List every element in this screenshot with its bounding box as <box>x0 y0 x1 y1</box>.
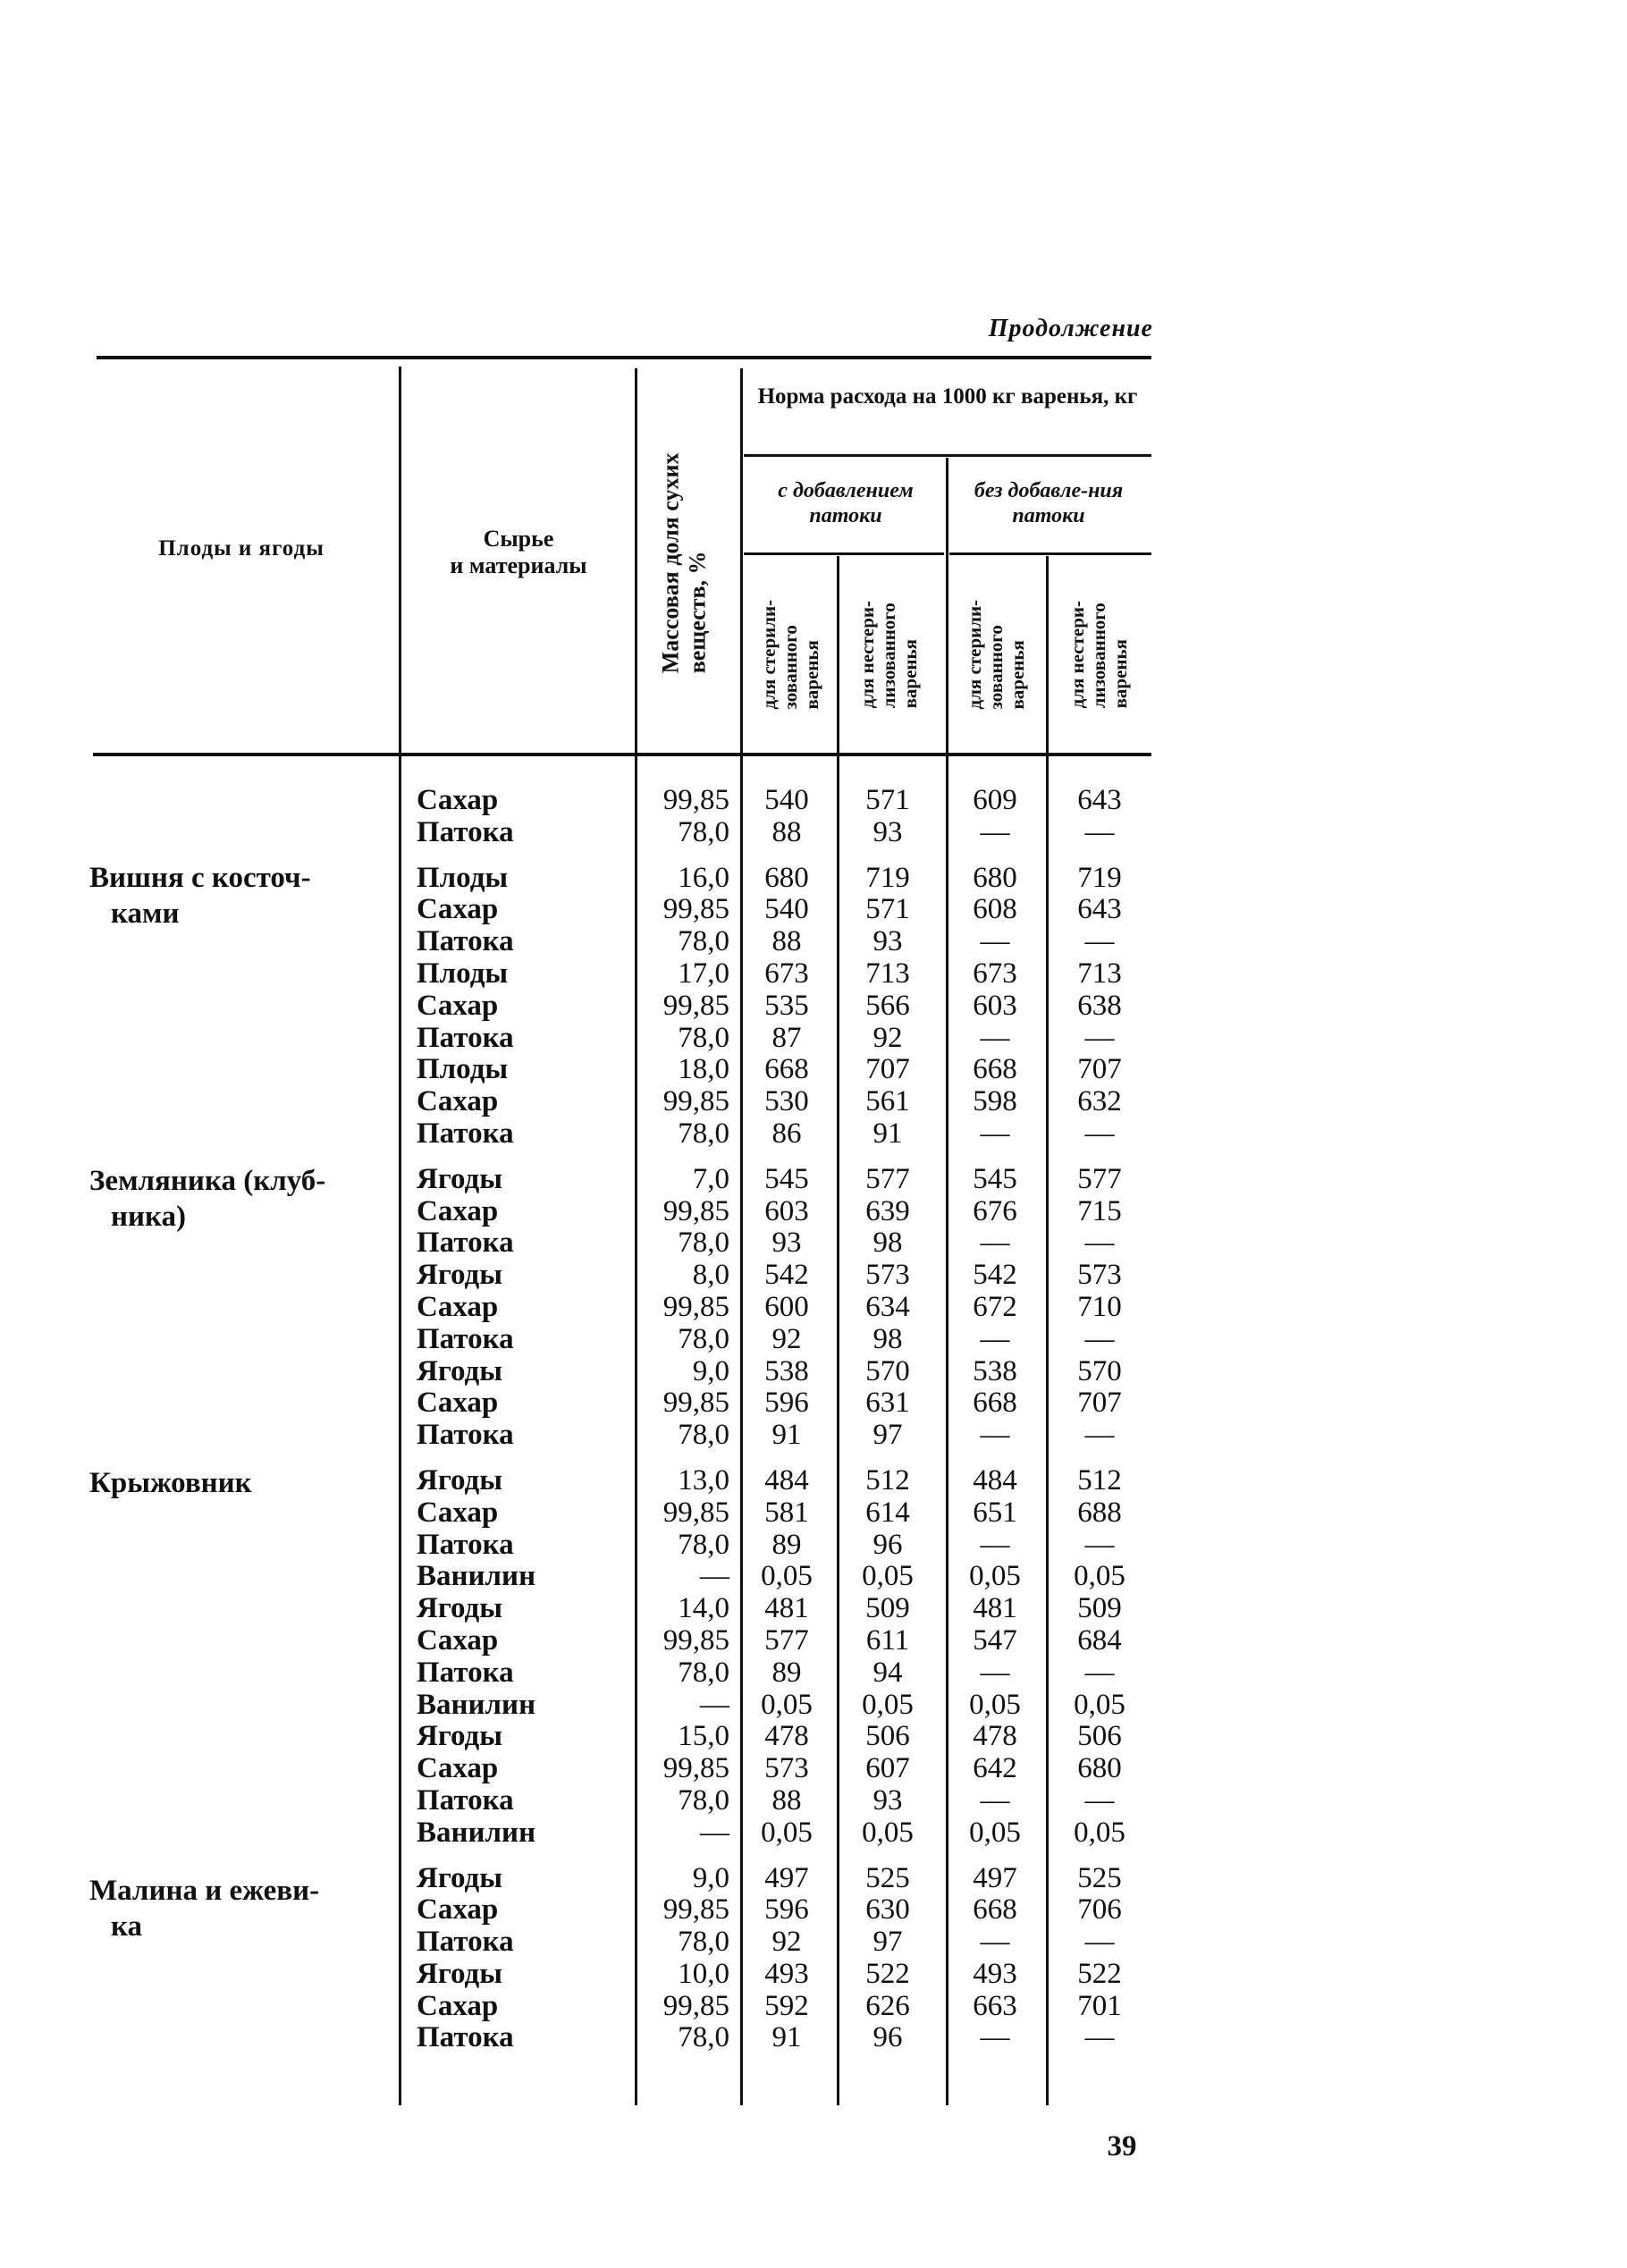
table-row <box>0 785 1627 817</box>
table-row <box>0 1118 1627 1151</box>
cell-dry: 99,85 <box>662 784 729 816</box>
cell-name: Плоды <box>417 861 509 894</box>
cell-n3: 0,05 <box>969 1816 1021 1849</box>
cell-n1: 92 <box>771 1926 802 1959</box>
table-row <box>0 863 1627 895</box>
cell-n3: 0,05 <box>969 1688 1021 1721</box>
cell-name: Патока <box>417 1117 514 1150</box>
cell-n3: 673 <box>973 957 1017 990</box>
header-dry-line1: Массовая доля сухих <box>657 452 684 674</box>
cell-dry: 13,0 <box>678 1463 729 1497</box>
cell-n4: — <box>1084 1528 1115 1561</box>
cell-name: Ягоды <box>417 1720 503 1753</box>
cell-n4: 570 <box>1077 1354 1122 1387</box>
cell-dry: 99,85 <box>662 1752 729 1785</box>
cell-name: Патока <box>417 1656 514 1689</box>
cell-n4: — <box>1084 2021 1115 2054</box>
cell-n4: 713 <box>1077 957 1122 990</box>
table-row <box>0 1927 1627 1959</box>
header-sub-2: для нестери- лизованного варенья <box>856 601 922 709</box>
cell-n4: 707 <box>1077 1053 1122 1086</box>
cell-n3: — <box>980 815 1010 848</box>
cell-n2: 639 <box>865 1194 910 1227</box>
cell-dry: 78,0 <box>678 815 729 848</box>
cell-name: Патока <box>417 1227 514 1260</box>
cell-n3: — <box>980 2021 1010 2054</box>
cell-n4: — <box>1084 925 1115 958</box>
cell-n1: 91 <box>771 2021 802 2054</box>
cell-name: Сахар <box>417 1893 499 1927</box>
table-top-rule <box>97 356 1151 359</box>
cell-name: Патока <box>417 1783 514 1817</box>
cell-n2: 571 <box>865 893 910 926</box>
cell-n3: — <box>980 1322 1010 1355</box>
cell-n1: 91 <box>771 1419 802 1452</box>
cell-n3: — <box>980 1021 1010 1054</box>
header-dry-line2: веществ, % <box>684 551 711 674</box>
cell-dry: — <box>700 1816 729 1849</box>
cell-dry: 14,0 <box>678 1592 729 1625</box>
cell-dry: 78,0 <box>678 2021 729 2054</box>
cell-dry: 10,0 <box>678 1957 729 1990</box>
cell-n4: — <box>1084 1322 1115 1355</box>
cell-n2: 713 <box>865 957 910 990</box>
cell-n1: 86 <box>771 1117 802 1150</box>
cell-n1: 0,05 <box>761 1560 813 1593</box>
cell-name: Патока <box>417 925 514 958</box>
cell-n1: 89 <box>771 1528 802 1561</box>
cell-dry: 78,0 <box>678 1656 729 1689</box>
cell-dry: 78,0 <box>678 1227 729 1260</box>
cell-n2: 506 <box>865 1720 910 1753</box>
cell-n3: — <box>980 1528 1010 1561</box>
cell-n4: 710 <box>1077 1290 1122 1323</box>
cell-n2: 93 <box>873 925 903 958</box>
table-row <box>0 1324 1627 1356</box>
norm-header-rule <box>744 454 1151 457</box>
cell-n1: 89 <box>771 1656 802 1689</box>
cell-n4: 643 <box>1077 784 1122 816</box>
header-dry-matter <box>636 375 731 751</box>
cell-n2: 98 <box>873 1322 903 1355</box>
cell-n2: 626 <box>865 1989 910 2022</box>
cell-n1: 88 <box>771 925 802 958</box>
table-row <box>0 1196 1627 1228</box>
cell-dry: 99,85 <box>662 1496 729 1529</box>
table-row <box>0 1465 1627 1497</box>
cell-n4: 701 <box>1077 1989 1122 2022</box>
cell-n3: — <box>980 1419 1010 1452</box>
cell-n4: — <box>1084 1926 1115 1959</box>
cell-n4: 719 <box>1077 861 1122 894</box>
cell-n1: 581 <box>764 1496 809 1529</box>
cell-dry: — <box>700 1688 729 1721</box>
cell-name: Патока <box>417 1528 514 1561</box>
table-row <box>0 1991 1627 2023</box>
cell-name: Ягоды <box>417 1463 503 1497</box>
table-row <box>0 1690 1627 1722</box>
cell-name: Сахар <box>417 989 499 1022</box>
cell-dry: 99,85 <box>662 893 729 926</box>
cell-name: Ягоды <box>417 1259 503 1292</box>
cell-n1: 542 <box>764 1259 809 1292</box>
cell-n1: 577 <box>764 1623 809 1657</box>
cell-name: Плоды <box>417 957 509 990</box>
cell-n1: 592 <box>764 1989 809 2022</box>
header-consumption-norm: Норма расхода на 1000 кг варенья, кг <box>757 384 1138 409</box>
cell-n2: 631 <box>865 1387 910 1420</box>
cell-dry: 78,0 <box>678 1528 729 1561</box>
cell-n4: — <box>1084 1656 1115 1689</box>
table-row <box>0 1530 1627 1562</box>
cell-n1: 481 <box>764 1592 809 1625</box>
cell-name: Патока <box>417 1419 514 1452</box>
cell-n3: 481 <box>973 1592 1017 1625</box>
table-row <box>0 2022 1627 2054</box>
cell-n2: 614 <box>865 1496 910 1529</box>
cell-n3: 545 <box>973 1162 1017 1195</box>
cell-n1: 530 <box>764 1085 809 1118</box>
cell-n2: 91 <box>873 1117 903 1150</box>
cell-n2: 96 <box>873 2021 903 2054</box>
cell-n3: 668 <box>973 1053 1017 1086</box>
cell-dry: 99,85 <box>662 1893 729 1927</box>
cell-n1: 596 <box>764 1387 809 1420</box>
cell-dry: 78,0 <box>678 1926 729 1959</box>
table-row <box>0 1260 1627 1292</box>
cell-n3: — <box>980 1227 1010 1260</box>
cell-name: Ягоды <box>417 1354 503 1387</box>
cell-n1: 497 <box>764 1861 809 1894</box>
cell-n3: 609 <box>973 784 1017 816</box>
cell-dry: 78,0 <box>678 1322 729 1355</box>
cell-n2: 634 <box>865 1290 910 1323</box>
cell-n1: 0,05 <box>761 1816 813 1849</box>
cell-dry: 78,0 <box>678 1419 729 1452</box>
cell-n1: 92 <box>771 1322 802 1355</box>
cell-n3: 642 <box>973 1752 1017 1785</box>
cell-dry: 8,0 <box>692 1259 729 1292</box>
subgroup-header-rule-right <box>949 552 1151 555</box>
cell-n1: 673 <box>764 957 809 990</box>
cell-dry: 99,85 <box>662 1387 729 1420</box>
group-cherry: Вишня с косточ- ками <box>89 862 311 930</box>
cell-n2: 0,05 <box>862 1816 914 1849</box>
cell-n3: — <box>980 1656 1010 1689</box>
table-row <box>0 894 1627 926</box>
cell-n2: 630 <box>865 1893 910 1927</box>
cell-n4: 573 <box>1077 1259 1122 1292</box>
group-strawberry: Земляника (клуб- ника) <box>89 1165 326 1233</box>
cell-n1: 600 <box>764 1290 809 1323</box>
cell-n2: 570 <box>865 1354 910 1387</box>
cell-n2: 571 <box>865 784 910 816</box>
table-body <box>0 785 1627 2054</box>
cell-n4: — <box>1084 1227 1115 1260</box>
cell-n1: 596 <box>764 1893 809 1927</box>
cell-n4: — <box>1084 1021 1115 1054</box>
cell-n4: — <box>1084 1117 1115 1150</box>
cell-n3: 538 <box>973 1354 1017 1387</box>
cell-name: Патока <box>417 815 514 848</box>
cell-n2: 94 <box>873 1656 903 1689</box>
cell-n3: — <box>980 925 1010 958</box>
cell-n3: 608 <box>973 893 1017 926</box>
table-row <box>0 1817 1627 1850</box>
cell-n3: 672 <box>973 1290 1017 1323</box>
cell-n2: 719 <box>865 861 910 894</box>
table-row <box>0 1497 1627 1530</box>
cell-n4: 707 <box>1077 1387 1122 1420</box>
cell-n2: 92 <box>873 1021 903 1054</box>
cell-n3: 603 <box>973 989 1017 1022</box>
cell-n4: 684 <box>1077 1623 1122 1657</box>
cell-n1: 88 <box>771 815 802 848</box>
cell-n3: 478 <box>973 1720 1017 1753</box>
table-row <box>0 1023 1627 1055</box>
cell-name: Ягоды <box>417 1861 503 1894</box>
cell-n4: 506 <box>1077 1720 1122 1753</box>
cell-n4: 0,05 <box>1074 1560 1125 1593</box>
table-row <box>0 1356 1627 1388</box>
cell-n2: 0,05 <box>862 1560 914 1593</box>
cell-n2: 96 <box>873 1528 903 1561</box>
cell-n4: 512 <box>1077 1463 1122 1497</box>
table-row <box>0 817 1627 849</box>
cell-n2: 566 <box>865 989 910 1022</box>
cell-n4: — <box>1084 1783 1115 1817</box>
group-raspberry: Малина и ежеви- ка <box>89 1875 320 1943</box>
cell-dry: 16,0 <box>678 861 729 894</box>
cell-n3: 680 <box>973 861 1017 894</box>
cell-n3: 668 <box>973 1893 1017 1927</box>
cell-n1: 535 <box>764 989 809 1022</box>
cell-n3: 0,05 <box>969 1560 1021 1593</box>
table-row <box>0 1785 1627 1817</box>
cell-name: Сахар <box>417 1752 499 1785</box>
cell-n4: 509 <box>1077 1592 1122 1625</box>
cell-n2: 509 <box>865 1592 910 1625</box>
table-row <box>0 1721 1627 1753</box>
cell-n1: 545 <box>764 1162 809 1195</box>
cell-name: Ванилин <box>417 1688 536 1721</box>
table-row <box>0 1227 1627 1260</box>
cell-dry: 78,0 <box>678 1021 729 1054</box>
table-row <box>0 1753 1627 1785</box>
cell-name: Сахар <box>417 1623 499 1657</box>
cell-n2: 97 <box>873 1926 903 1959</box>
table-row <box>0 958 1627 991</box>
cell-dry: 17,0 <box>678 957 729 990</box>
cell-n3: — <box>980 1926 1010 1959</box>
cell-name: Сахар <box>417 1194 499 1227</box>
cell-name: Плоды <box>417 1053 509 1086</box>
cell-dry: 99,85 <box>662 1085 729 1118</box>
cell-n4: 525 <box>1077 1861 1122 1894</box>
header-raw-materials <box>402 526 635 579</box>
header-without-molasses: без добавле-ния патоки <box>974 479 1124 527</box>
table-row <box>0 1164 1627 1196</box>
cell-n2: 611 <box>865 1623 910 1657</box>
cell-n1: 540 <box>764 784 809 816</box>
header-bottom-rule <box>93 753 1151 756</box>
cell-n4: 706 <box>1077 1893 1122 1927</box>
cell-n3: 668 <box>973 1387 1017 1420</box>
cell-name: Патока <box>417 2021 514 2054</box>
cell-name: Сахар <box>417 1290 499 1323</box>
cell-n1: 680 <box>764 861 809 894</box>
subgroup-header-rule-left <box>744 552 944 555</box>
cell-n4: 715 <box>1077 1194 1122 1227</box>
cell-n1: 668 <box>764 1053 809 1086</box>
header-raw-line1: Сырье <box>483 526 554 552</box>
cell-n3: 663 <box>973 1989 1017 2022</box>
cell-dry: 15,0 <box>678 1720 729 1753</box>
table-row <box>0 1054 1627 1086</box>
cell-n2: 707 <box>865 1053 910 1086</box>
cell-n4: 0,05 <box>1074 1688 1125 1721</box>
table-row <box>0 1625 1627 1657</box>
cell-n4: 643 <box>1077 893 1122 926</box>
cell-n4: 522 <box>1077 1957 1122 1990</box>
cell-dry: 99,85 <box>662 1623 729 1657</box>
cell-n2: 0,05 <box>862 1688 914 1721</box>
cell-name: Ванилин <box>417 1816 536 1849</box>
table-row <box>0 1593 1627 1625</box>
cell-name: Сахар <box>417 1085 499 1118</box>
table-row <box>0 1863 1627 1895</box>
cell-n2: 577 <box>865 1162 910 1195</box>
cell-n2: 607 <box>865 1752 910 1785</box>
cell-dry: 99,85 <box>662 1989 729 2022</box>
cell-n1: 0,05 <box>761 1688 813 1721</box>
cell-name: Ягоды <box>417 1162 503 1195</box>
header-with-molasses: с добавлением патоки <box>778 479 914 527</box>
cell-n2: 512 <box>865 1463 910 1497</box>
cell-n1: 540 <box>764 893 809 926</box>
table-row <box>0 1292 1627 1324</box>
cell-n3: 484 <box>973 1463 1017 1497</box>
cell-dry: 18,0 <box>678 1053 729 1086</box>
cell-n1: 573 <box>764 1752 809 1785</box>
cell-n3: 497 <box>973 1861 1017 1894</box>
table-row <box>0 1420 1627 1452</box>
cell-name: Сахар <box>417 1989 499 2022</box>
cell-n3: 493 <box>973 1957 1017 1990</box>
table-row <box>0 1657 1627 1690</box>
cell-n1: 493 <box>764 1957 809 1990</box>
cell-n3: — <box>980 1783 1010 1817</box>
cell-n1: 603 <box>764 1194 809 1227</box>
table-row <box>0 926 1627 958</box>
cell-n4: 688 <box>1077 1496 1122 1529</box>
cell-n2: 561 <box>865 1085 910 1118</box>
header-sub-1: для стерили- зованного варенья <box>757 600 823 710</box>
cell-dry: 9,0 <box>692 1861 729 1894</box>
cell-n2: 525 <box>865 1861 910 1894</box>
group-gooseberry: Крыжовник <box>89 1467 252 1499</box>
cell-dry: 9,0 <box>692 1354 729 1387</box>
cell-name: Сахар <box>417 784 499 816</box>
cell-n1: 478 <box>764 1720 809 1753</box>
cell-dry: 78,0 <box>678 925 729 958</box>
cell-n3: — <box>980 1117 1010 1150</box>
cell-dry: 99,85 <box>662 1290 729 1323</box>
table-row <box>0 1561 1627 1593</box>
header-sub-4: для нестери- лизованного варенья <box>1066 601 1132 709</box>
cell-name: Патока <box>417 1021 514 1054</box>
cell-n3: 651 <box>973 1496 1017 1529</box>
cell-n1: 93 <box>771 1227 802 1260</box>
header-raw-line2: и материалы <box>450 552 587 578</box>
cell-name: Ягоды <box>417 1592 503 1625</box>
header-fruits: Плоды и ягоды <box>158 536 325 561</box>
cell-n1: 87 <box>771 1021 802 1054</box>
cell-dry: 78,0 <box>678 1117 729 1150</box>
page-number: 39 <box>1107 2130 1137 2163</box>
cell-n4: — <box>1084 1419 1115 1452</box>
cell-n2: 522 <box>865 1957 910 1990</box>
table-row <box>0 1894 1627 1927</box>
cell-n4: 0,05 <box>1074 1816 1125 1849</box>
cell-n2: 93 <box>873 1783 903 1817</box>
cell-n4: 638 <box>1077 989 1122 1022</box>
cell-n1: 538 <box>764 1354 809 1387</box>
cell-n1: 484 <box>764 1463 809 1497</box>
table-row <box>0 1959 1627 1991</box>
cell-dry: 78,0 <box>678 1783 729 1817</box>
continued-label: Продолжение <box>988 315 1153 342</box>
cell-n4: — <box>1084 815 1115 848</box>
cell-name: Сахар <box>417 893 499 926</box>
cell-n4: 632 <box>1077 1085 1122 1118</box>
cell-n2: 98 <box>873 1227 903 1260</box>
cell-name: Сахар <box>417 1387 499 1420</box>
cell-n3: 676 <box>973 1194 1017 1227</box>
header-sub-3: для стерили- зованного варенья <box>963 600 1029 710</box>
cell-name: Ягоды <box>417 1957 503 1990</box>
cell-n1: 88 <box>771 1783 802 1817</box>
cell-n3: 547 <box>973 1623 1017 1657</box>
cell-n3: 598 <box>973 1085 1017 1118</box>
table-row <box>0 1387 1627 1420</box>
cell-dry: 99,85 <box>662 1194 729 1227</box>
cell-n2: 573 <box>865 1259 910 1292</box>
cell-n4: 577 <box>1077 1162 1122 1195</box>
cell-dry: — <box>700 1560 729 1593</box>
cell-n2: 93 <box>873 815 903 848</box>
cell-name: Патока <box>417 1322 514 1355</box>
cell-n3: 542 <box>973 1259 1017 1292</box>
cell-n2: 97 <box>873 1419 903 1452</box>
table-row <box>0 1086 1627 1118</box>
cell-name: Ванилин <box>417 1560 536 1593</box>
table-row <box>0 991 1627 1023</box>
cell-name: Патока <box>417 1926 514 1959</box>
cell-dry: 99,85 <box>662 989 729 1022</box>
cell-n4: 680 <box>1077 1752 1122 1785</box>
cell-dry: 7,0 <box>692 1162 729 1195</box>
cell-name: Сахар <box>417 1496 499 1529</box>
